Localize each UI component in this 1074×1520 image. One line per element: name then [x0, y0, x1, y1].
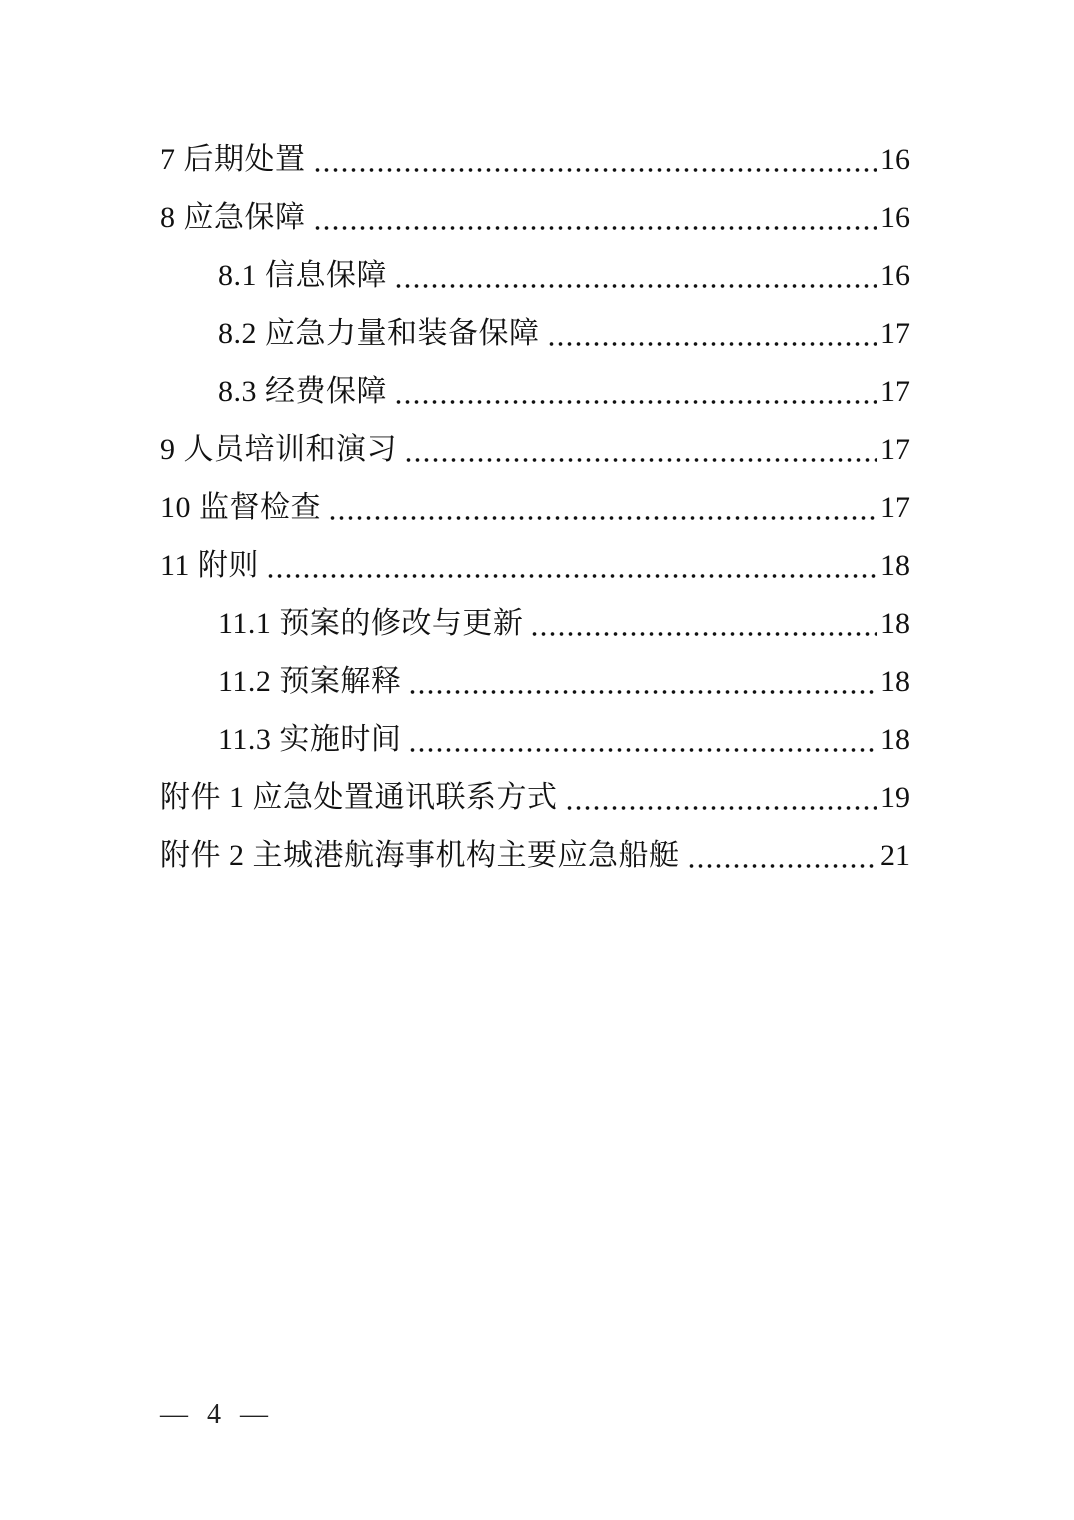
toc-entry-label: 8.2 应急力量和装备保障 — [218, 317, 540, 350]
footer-page-number: — 4 — — [160, 1399, 274, 1430]
toc-entry-page: 21 — [880, 839, 910, 872]
toc-entry-label: 11 附则 — [160, 549, 259, 582]
toc-entry-label: 8 应急保障 — [160, 201, 306, 234]
toc-entry-label: 8.1 信息保障 — [218, 259, 387, 292]
dot-leader — [687, 864, 878, 868]
dot-leader — [530, 632, 877, 636]
toc-entry-page: 18 — [880, 665, 910, 698]
toc-entry-label: 11.2 预案解释 — [218, 665, 402, 698]
toc-entry-label: 附件 1 应急处置通讯联系方式 — [160, 781, 558, 814]
toc-entry-label: 附件 2 主城港航海事机构主要应急船艇 — [160, 839, 680, 872]
toc-entry-label: 9 人员培训和演习 — [160, 433, 397, 466]
toc-entry-label: 11.1 预案的修改与更新 — [218, 607, 524, 640]
toc-entry-page: 16 — [880, 201, 910, 234]
dot-leader — [394, 400, 877, 404]
dot-leader — [408, 748, 877, 752]
toc-entry[interactable] — [160, 836, 910, 876]
toc-entry[interactable] — [160, 546, 910, 586]
toc-entry-label: 11.3 实施时间 — [218, 723, 402, 756]
toc-entry-page: 18 — [880, 549, 910, 582]
toc-entry[interactable] — [160, 488, 910, 528]
toc-entry[interactable] — [160, 778, 910, 818]
toc-entry-label: 10 监督检查 — [160, 491, 321, 524]
toc-entry-page: 17 — [880, 317, 910, 350]
toc-entry-page: 17 — [880, 433, 910, 466]
dot-leader — [547, 342, 878, 346]
toc-entry-page: 17 — [880, 375, 910, 408]
dot-leader — [266, 574, 877, 578]
toc-entry[interactable] — [160, 198, 910, 238]
toc-entry-page: 17 — [880, 491, 910, 524]
dot-leader — [313, 226, 878, 230]
toc-list — [160, 140, 910, 894]
toc-entry-label: 8.3 经费保障 — [218, 375, 387, 408]
toc-entry[interactable] — [160, 430, 910, 470]
dot-leader — [565, 806, 878, 810]
dot-leader — [408, 690, 877, 694]
toc-entry[interactable] — [160, 662, 910, 702]
toc-entry[interactable] — [160, 372, 910, 412]
dot-leader — [394, 284, 877, 288]
toc-entry-page: 18 — [880, 723, 910, 756]
dot-leader — [404, 458, 877, 462]
dot-leader — [328, 516, 877, 520]
toc-entry-page: 16 — [880, 143, 910, 176]
toc-entry[interactable] — [160, 256, 910, 296]
toc-entry[interactable] — [160, 314, 910, 354]
toc-entry-page: 19 — [880, 781, 910, 814]
toc-entry[interactable] — [160, 604, 910, 644]
toc-entry[interactable] — [160, 720, 910, 760]
toc-entry-page: 18 — [880, 607, 910, 640]
toc-entry-page: 16 — [880, 259, 910, 292]
toc-entry-label: 7 后期处置 — [160, 143, 306, 176]
dot-leader — [313, 168, 878, 172]
toc-entry[interactable] — [160, 140, 910, 180]
